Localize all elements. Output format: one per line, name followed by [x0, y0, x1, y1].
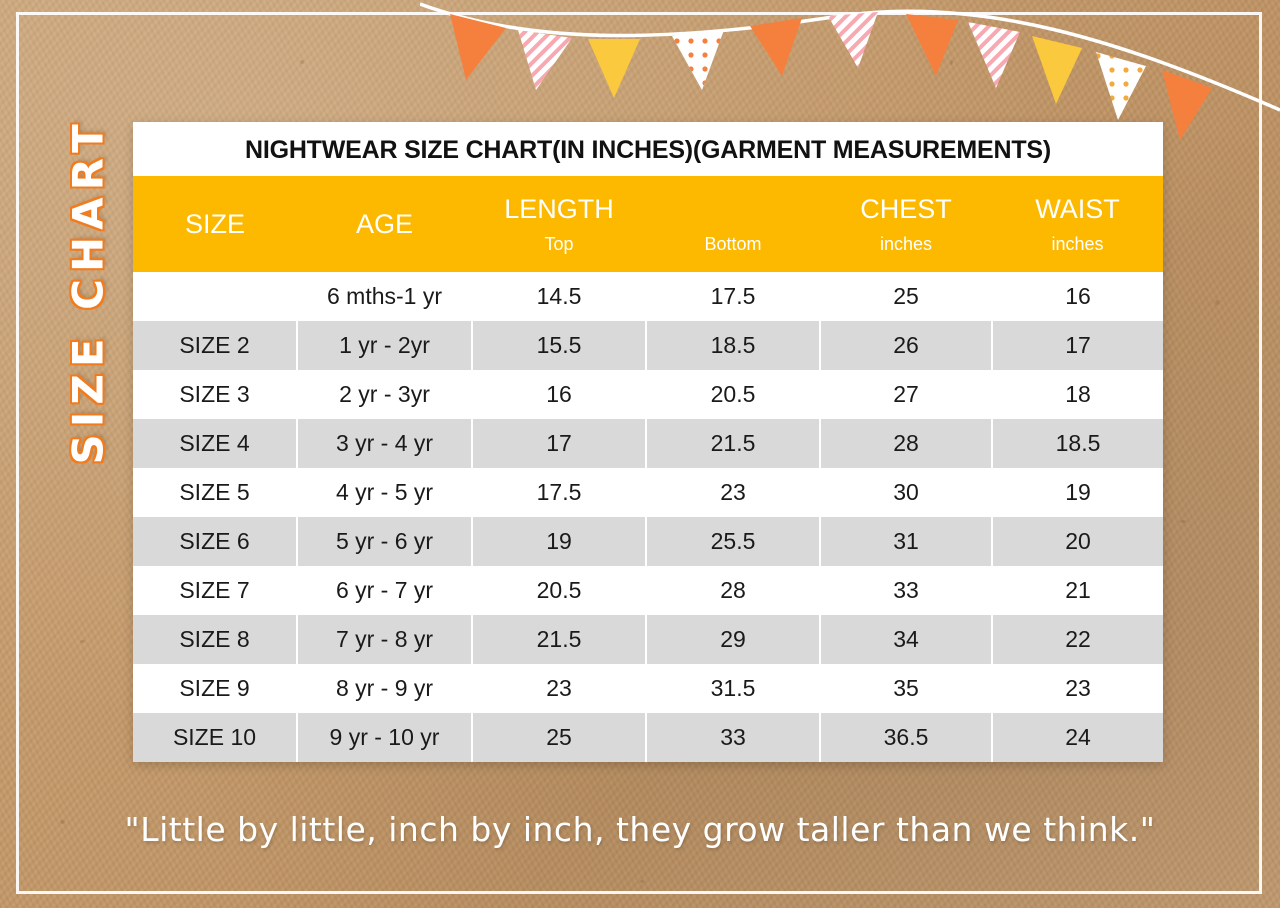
paper-speck	[640, 880, 644, 883]
cell-length-bottom: 23	[646, 468, 820, 517]
header-length-top	[472, 176, 646, 272]
cell-chest: 25	[820, 272, 992, 321]
cell-chest: 31	[820, 517, 992, 566]
cell-age: 7 yr - 8 yr	[297, 615, 472, 664]
table-row	[133, 468, 1163, 517]
footer-quote: "Little by little, inch by inch, they grow taller than we think."	[124, 810, 1156, 849]
header-length-label: LENGTH	[504, 193, 614, 224]
header-chest	[820, 176, 992, 272]
cell-length-top: 16	[472, 370, 646, 419]
cell-age: 5 yr - 6 yr	[297, 517, 472, 566]
cell-size: SIZE 3	[133, 370, 297, 419]
table-row	[133, 272, 1163, 321]
cell-age: 9 yr - 10 yr	[297, 713, 472, 762]
header-waist-unit: inches	[1051, 233, 1104, 254]
table-row	[133, 713, 1163, 762]
cell-waist: 18.5	[992, 419, 1163, 468]
cell-chest: 34	[820, 615, 992, 664]
table-row	[133, 419, 1163, 468]
cell-waist: 22	[992, 615, 1163, 664]
chart-title: NIGHTWEAR SIZE CHART(IN INCHES)(GARMENT MEASUREMENTS)	[244, 136, 1052, 164]
table-row	[133, 370, 1163, 419]
cell-length-top: 23	[472, 664, 646, 713]
cell-size: SIZE 10	[133, 713, 297, 762]
cell-length-top: 17.5	[472, 468, 646, 517]
header-chest-unit: inches	[879, 233, 933, 254]
vertical-size-chart-title: SIZE CHART	[63, 117, 113, 465]
table-row	[133, 517, 1163, 566]
header-chest-label: CHEST	[860, 193, 952, 224]
header-size: SIZE	[133, 176, 297, 272]
header-waist-label: WAIST	[1035, 193, 1120, 224]
cell-waist: 24	[992, 713, 1163, 762]
paper-speck	[300, 60, 304, 64]
cell-age: 4 yr - 5 yr	[297, 468, 472, 517]
table-row	[133, 615, 1163, 664]
cell-waist: 19	[992, 468, 1163, 517]
cell-chest: 28	[820, 419, 992, 468]
cell-size: SIZE 6	[133, 517, 297, 566]
table-body	[133, 272, 1163, 762]
cell-size: SIZE 5	[133, 468, 297, 517]
size-chart-table	[133, 176, 1163, 762]
cell-length-top: 20.5	[472, 566, 646, 615]
paper-speck	[1180, 520, 1186, 523]
table-header-row	[133, 176, 1163, 272]
cell-length-bottom: 31.5	[646, 664, 820, 713]
header-waist	[992, 176, 1163, 272]
cell-length-bottom: 20.5	[646, 370, 820, 419]
cell-length-bottom: 28	[646, 566, 820, 615]
cell-age: 6 yr - 7 yr	[297, 566, 472, 615]
cell-age: 6 mths-1 yr	[297, 272, 472, 321]
cell-size: SIZE 9	[133, 664, 297, 713]
table-row	[133, 664, 1163, 713]
header-age: AGE	[297, 176, 472, 272]
cell-age: 1 yr - 2yr	[297, 321, 472, 370]
cell-length-top: 21.5	[472, 615, 646, 664]
cell-chest: 30	[820, 468, 992, 517]
table-row	[133, 566, 1163, 615]
cell-waist: 23	[992, 664, 1163, 713]
cell-size: SIZE 2	[133, 321, 297, 370]
cell-waist: 18	[992, 370, 1163, 419]
cell-chest: 26	[820, 321, 992, 370]
cell-chest: 33	[820, 566, 992, 615]
cell-length-bottom: 18.5	[646, 321, 820, 370]
header-length-bottom	[646, 176, 820, 272]
cell-length-bottom: 33	[646, 713, 820, 762]
cell-waist: 16	[992, 272, 1163, 321]
cell-chest: 27	[820, 370, 992, 419]
table-row	[133, 321, 1163, 370]
paper-speck	[80, 640, 85, 643]
cell-waist: 17	[992, 321, 1163, 370]
cell-length-bottom: 25.5	[646, 517, 820, 566]
cell-age: 8 yr - 9 yr	[297, 664, 472, 713]
cell-chest: 36.5	[820, 713, 992, 762]
header-bottom-label: Bottom	[704, 233, 762, 254]
cell-length-top: 19	[472, 517, 646, 566]
cell-size: SIZE 8	[133, 615, 297, 664]
cell-length-top: 25	[472, 713, 646, 762]
cell-length-bottom: 21.5	[646, 419, 820, 468]
cell-length-top: 17	[472, 419, 646, 468]
paper-speck	[1215, 300, 1219, 305]
cell-waist: 20	[992, 517, 1163, 566]
size-chart-card	[133, 122, 1163, 762]
cell-size: SIZE 4	[133, 419, 297, 468]
cell-age: 3 yr - 4 yr	[297, 419, 472, 468]
cell-chest: 35	[820, 664, 992, 713]
cell-length-top: 15.5	[472, 321, 646, 370]
cell-length-top: 14.5	[472, 272, 646, 321]
cell-waist: 21	[992, 566, 1163, 615]
cell-age: 2 yr - 3yr	[297, 370, 472, 419]
cell-length-bottom: 17.5	[646, 272, 820, 321]
cell-size: SIZE 7	[133, 566, 297, 615]
header-top-label: Top	[544, 233, 574, 254]
cell-size	[133, 272, 297, 321]
cell-length-bottom: 29	[646, 615, 820, 664]
